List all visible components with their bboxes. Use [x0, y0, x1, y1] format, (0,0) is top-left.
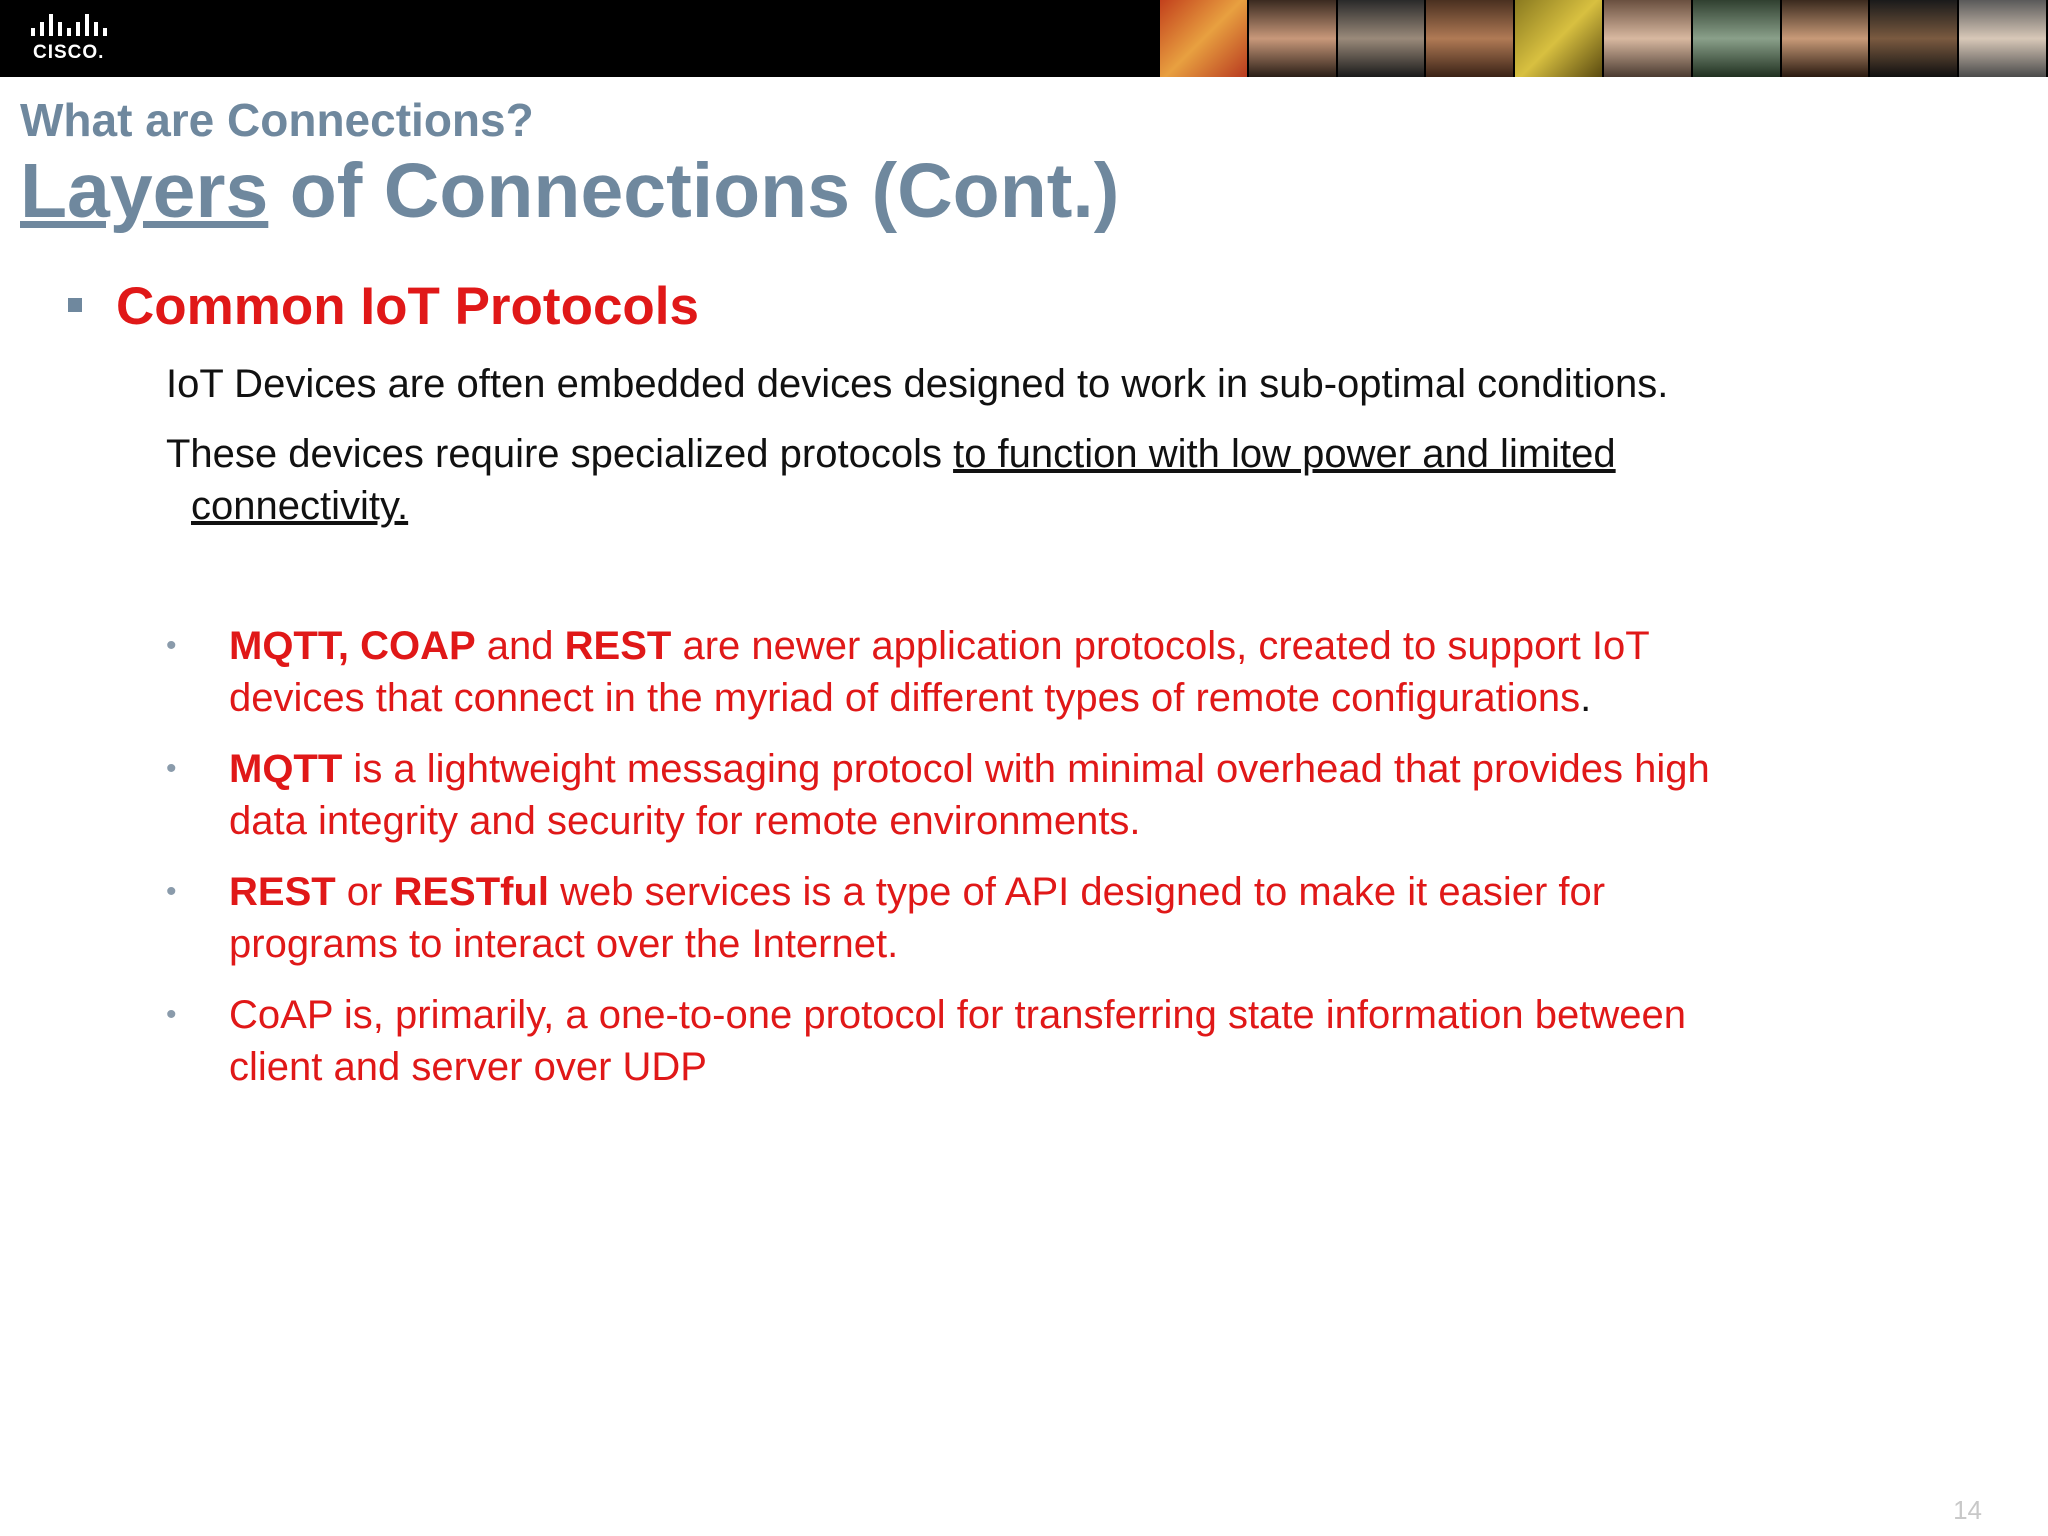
top-banner: [0, 0, 2048, 77]
page-number: 14: [1953, 1495, 1982, 1525]
photo-tile: [1160, 0, 1249, 77]
intro-paragraph-2: [166, 428, 1616, 532]
bullet-text: and: [475, 624, 565, 668]
bullet-text: programs to interact over the Internet.: [229, 922, 899, 966]
photo-tile: [1782, 0, 1871, 77]
bullet-text: client and server over UDP: [229, 1045, 707, 1089]
bullet-text: CoAP is, primarily, a one-to-one protocol for transferring state information between: [229, 993, 1686, 1037]
list-item: [166, 620, 2026, 724]
para2-underlined-2: connectivity.: [191, 484, 409, 528]
bold-term: MQTT, COAP: [229, 624, 476, 668]
list-item: [166, 866, 2026, 970]
title-rest: of Connections (Cont.): [268, 148, 1120, 234]
photo-tile: [1249, 0, 1338, 77]
intro-paragraph-1: IoT Devices are often embedded devices designed to work in sub-optimal conditions.: [166, 362, 1669, 406]
section-heading: Common IoT Protocols: [116, 277, 699, 336]
bold-term: RESTful: [393, 870, 550, 914]
photo-tile: [1870, 0, 1959, 77]
slide-subtitle: What are Connections?: [20, 94, 534, 146]
bullet-text: data integrity and security for remote environments.: [229, 799, 1141, 843]
photo-tile: [1604, 0, 1693, 77]
cisco-logo: [27, 14, 117, 64]
photo-tile: [1693, 0, 1782, 77]
para2-plain: These devices require specialized protocols: [166, 432, 954, 476]
bullet-text: is a lightweight messaging protocol with minimal overhead that provides high: [342, 747, 1710, 791]
photo-tile: [1338, 0, 1427, 77]
square-bullet-icon: [68, 298, 82, 312]
slide-title: [20, 146, 1119, 236]
bullet-text: web services is a type of API designed to make it easier for: [549, 870, 1606, 914]
photo-tile: [1959, 0, 2048, 77]
bullet-period: .: [1580, 676, 1592, 720]
people-photo-strip: [1160, 0, 2048, 77]
photo-tile: [1426, 0, 1515, 77]
photo-tile: [1515, 0, 1604, 77]
list-item: [166, 989, 2026, 1093]
bullet-text: devices that connect in the myriad of different types of remote configurations: [229, 676, 1581, 720]
protocol-bullet-list: [166, 620, 2026, 1112]
para2-underlined-1: to function with low power and limited: [953, 432, 1616, 476]
bullet-dot-icon: •: [166, 875, 177, 908]
bullet-dot-icon: •: [166, 998, 177, 1031]
bold-term: MQTT: [229, 747, 343, 791]
bold-term: REST: [229, 870, 336, 914]
bullet-text: or: [335, 870, 394, 914]
bullet-dot-icon: •: [166, 629, 177, 662]
list-item: [166, 743, 2026, 847]
bullet-text: are newer application protocols, created to support IoT: [671, 624, 1650, 668]
cisco-bars-icon: [31, 14, 111, 42]
title-underlined-word: Layers: [20, 148, 269, 234]
logo-wordmark: CISCO.: [33, 42, 105, 63]
bold-term: REST: [564, 624, 672, 668]
bullet-dot-icon: •: [166, 752, 177, 785]
